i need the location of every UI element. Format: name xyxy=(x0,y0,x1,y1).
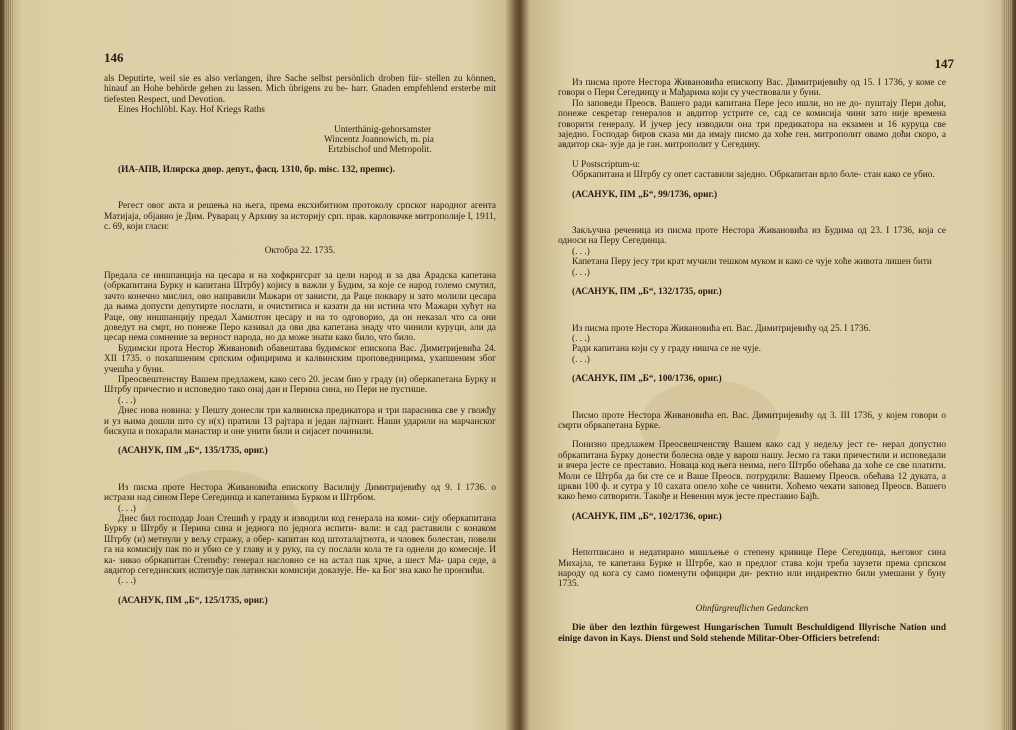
paragraph: als Deputirte, weil sie es also verlangen, ihre Sache selbst persönlich droben für- stellen zu können, hinauf an Hohe behörde gehen zu lassen. Mich übrigens zu be- harr. Gnaden empfehlend ersterbe mit tiefesten Respect, und Devotion. xyxy=(104,74,496,105)
paragraph: Die über den lezthin fürgewest Hungarischen Tumult Beschuldigend Illyrische Nation und einige davon in Kays. Dienst und Sold stehende Militar-Ober-Officiers betrefend: xyxy=(558,623,946,644)
ellipsis: (. . .) xyxy=(572,267,590,278)
paragraph: Понизно предлажем Преосвешченству Вашем како сад у недељу јест ге- нерал допустио обркапитана Бурку донести болесна овде у варош нашу. Јесмо га таки причестили и исповедали и вчера јесте се преставио. Новаца код њега неима, него Штрбо обећава да хоће се све платити. Моли се Штрба да би сте се и Ваше Преосв. потрудили: Вашему Преосв. обећава 12 дуката, а цркви 100 ф. и сутра у 10 сахата опело хоће се чинити. Хоћемо чекати заповед Преосв. Вашего како ћемо сатворити. Такође и Невенин муж јесте преставио Бајћ. xyxy=(558,440,946,503)
ellipsis: (. . .) xyxy=(572,246,590,257)
paragraph: Преосвештенству Вашем предлажем, како сего 20. јесам био у граду (и) оберкапетана Бурку и Штрбу причестио и исповедио тако онај дан и Перина сина, но Пери не пустише. xyxy=(104,374,496,396)
signature-line: Wincentz Joannowich, m. pia xyxy=(324,135,434,146)
ellipsis: (. . .) xyxy=(118,576,136,587)
paragraph: Днес бил господар Јоан Стешић у граду и изводили код генерала на коми- сију оберкапитана Бурку и Штрбу и Перина сина и једнога по једнога испити- вали: и сад раставили с конаком Штрбу (и) метнули у вељу стражу, а обер- капитан код штоталајтнота, и чловек болестан, повели га на комисију пак по и убио се у главу и у руку, па су послали кола те га однели до комесије. И ка- зивао обркапитан Степићу: генерал насловно се на астал пак хрче, а шест Ма- џара седе, а авдитор сегединских испитује пак латински комисији доказује. Не- ка Бог зна како ће пронзићи. xyxy=(104,514,496,577)
left-page-text xyxy=(104,74,496,606)
paragraph: Ради капитана који су у граду нишча се не чује. xyxy=(572,344,761,355)
source-citation: (ИА-АПВ, Илирска двор. депут., фасц. 1310, бр. misc. 132, препис). xyxy=(118,164,395,175)
signature-line: Ertzbischof und Metropolit. xyxy=(328,145,432,156)
paragraph: Днес нова новина: у Пешту донесли три калвинска предикатора и три парасника све у гвожђу и уз њима дошли што су н(х) пратили 13 рајтара и један лајтнант. Наши ударили на марчанског бискупа и похарали манастир и оне унити били и сијасет починили. xyxy=(104,406,496,437)
source-citation: (АСАНУК, ПМ „Б“, 125/1735, ориг.) xyxy=(118,595,268,606)
paragraph: Закључна реченица из писма проте Нестора Живановића из Будима од 23. I 1736, која се односи на Перу Сегединца. xyxy=(558,226,946,247)
paragraph: Eines Hochlöbl. Kay. Hof Kriegs Raths xyxy=(118,105,265,116)
page-edges-left xyxy=(4,0,14,730)
ellipsis: (. . .) xyxy=(572,354,590,365)
paragraph: Непотписано и недатирано мишљење о степену кривице Пере Сегединца, његовог сина Михајла, те капетана Бурке и Штрбе, као и предлог става који треба заузети према српском народу од кога су само поменути официри ди- ректно или индиректно били умешани у буну 1735. xyxy=(558,548,946,590)
source-citation: (АСАНУК, ПМ „Б“, 135/1735, ориг.) xyxy=(118,446,268,457)
paragraph: U Postscriptum-u: xyxy=(572,159,640,170)
paragraph: Из писма проте Нестора Живановића епископу Вас. Димитријевићу од 15. I 1736, у коме се говори о Пери Сегединцу и Мађарима који су учествовали у буни. xyxy=(558,78,946,99)
date-heading: Октобра 22. 1735. xyxy=(264,246,336,257)
paragraph: Предала се иншпанција на цесара и на хофкригсрат за цели народ и за два Арадска капетана (обркапитана Бурку и капитана Штрбу) којису в важли у Будим, за које се народ големо смутил, зачто конечно мислил, ово направили Мажари от зависти, да Раце поквару и зато молили цесара да њима допусти депутирте послати, и очиститиса и казати да ни истина что Мажари хућут на Раце, ову иншпанцију предал Хамилтон цесару и на то одговорио, да он неказал что са они доведут на смрт, но понеже Перо казивал да ови два капетана знаду что чинили куруци, али да цесар нема сомнение за верност народа, но да може знати како било, что било. xyxy=(104,270,496,344)
source-citation: (АСАНУК, ПМ „Б“, 100/1736, ориг.) xyxy=(572,374,722,385)
source-citation: (АСАНУК, ПМ „Б“, 132/1735, ориг.) xyxy=(572,287,722,298)
section-heading: Ohnfürgreuflichen Gedancken xyxy=(695,603,809,614)
paragraph: По заповеди Преосв. Вашего ради капитана Пере јесо ишли, но не до- пуштају Пери доћи, понеже секретар генералов и авдитор устрите се, сад се комисија чини зато ниje времена говорити генералу. И јучер јесу изводили она три предикатора на екзамен и 16 куруца све заједно. Господар биров сказа ми да имају писмо да хоће ген. митрополит овамо доћи скоро, а авдитор ска- зује да је ган. митрополит у Сегедину. xyxy=(558,98,946,151)
ellipsis: (. . .) xyxy=(572,333,590,344)
source-citation: (АСАНУК, ПМ „Б“, 99/1736, ориг.) xyxy=(572,189,718,200)
ellipsis: (. . .) xyxy=(118,503,136,514)
paragraph: Из писма проте Нестора Живановића епископу Василију Димитријевићу од 9. I 1736. о истрази над сином Пере Сегединца и капетанима Бурком и Штрбом. xyxy=(104,482,496,504)
paragraph: Из писма проте Нестора Живановића еп. Вас. Димитријевићу од 25. I 1736. xyxy=(572,323,871,334)
paragraph: Капетана Перу јесу три крат мучили тешком муком и како се чује хоће живота лишен бити xyxy=(572,257,932,268)
paragraph: Будимски прота Нестор Живановић обавештава будимског епископа Вас. Димитријевића 24. XII 1735. о похапшеним српским официрима и калвинским проповедницима, ухапшеним због учешћа у буни. xyxy=(104,343,496,375)
paragraph: Обркапитана и Штрбу су опет саставили заједно. Обркапитан врло боле- стан како се убио. xyxy=(572,170,935,181)
page-number-right: 147 xyxy=(934,56,954,71)
signature-line: Unterthänig-gehorsamster xyxy=(334,124,432,135)
source-citation: (АСАНУК, ПМ „Б“, 102/1736, ориг.) xyxy=(572,511,722,522)
page-number-left: 146 xyxy=(104,50,124,65)
right-page-text xyxy=(558,78,946,644)
ellipsis: (. . .) xyxy=(118,395,136,406)
paragraph: Регест овог акта и решења на њега, према ексхибитном протоколу српског народног агента Матијаја, објавио је Дим. Руварац у Архиву за историју срп. прав. карловачке митрополије I, 1911, с. 69, који гласи: xyxy=(104,201,496,233)
page-edges-right xyxy=(1004,0,1012,730)
paragraph: Писмо проте Нестора Живановића еп. Вас. Димитријевићу од 3. III 1736, у којем говори о смрти обркапетана Бурке. xyxy=(558,410,946,431)
